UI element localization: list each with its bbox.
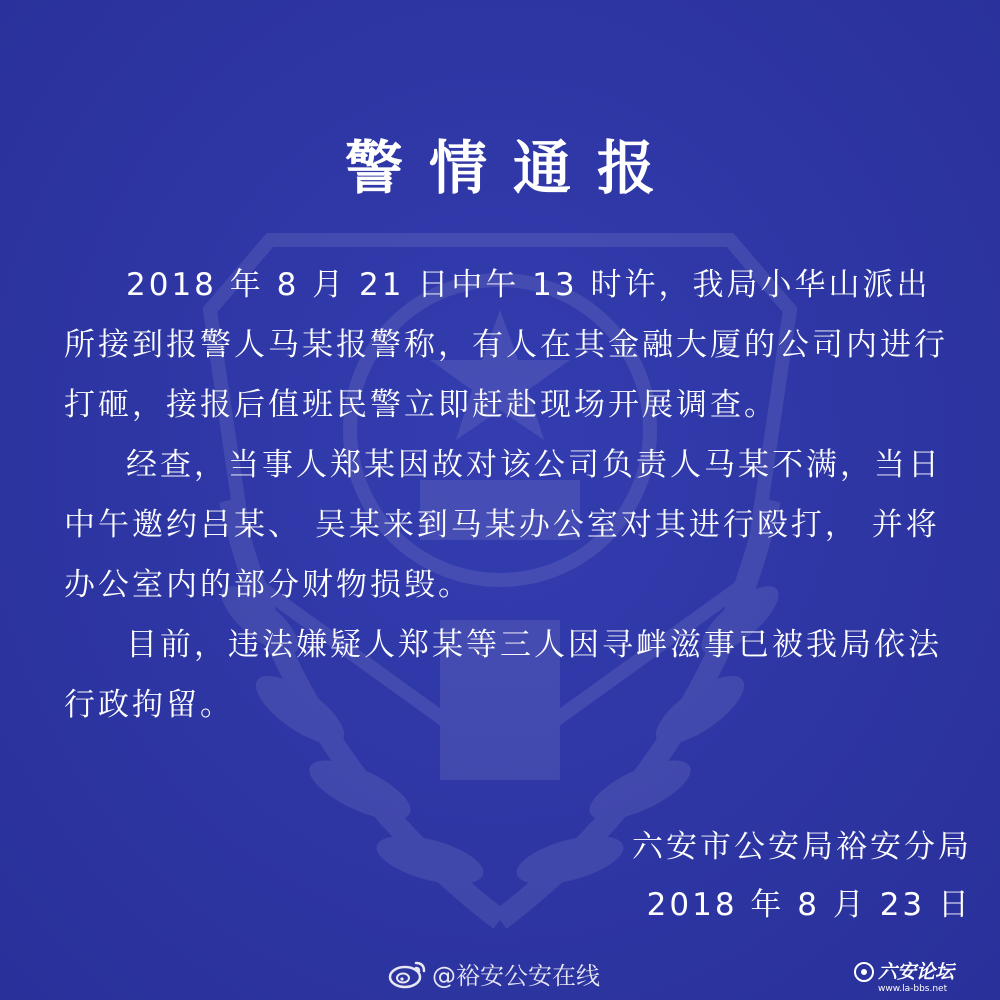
issuer-name: 六安市公安局裕安分局 [632,829,972,865]
notice-title: 警情通报 [344,134,681,202]
notice-paragraph: 目前，违法嫌疑人郑某等三人因寻衅滋事已被我局依法行政拘留。 [64,627,942,723]
weibo-icon [388,957,428,989]
signature-block [632,818,972,934]
weibo-handle: @裕安公安在线 [432,961,600,990]
issue-date: 2018 年 8 月 23 日 [646,887,972,923]
notice-paragraph: 经查，当事人郑某因故对该公司负责人马某不满，当日中午邀约吕某、 吴某来到马某办公室对其进行殴打， 并将办公室内的部分财物损毁。 [64,447,942,603]
notice-body [64,255,954,735]
forum-logo-text: 六安论坛 [878,961,955,983]
forum-url: www.la-bbs.net [878,984,948,994]
notice-paragraph: 2018 年 8 月 21 日中午 13 时许，我局小华山派出所接到报警人马某报警称，有人在其金融大厦的公司内进行打砸，接报后值班民警立即赶赴现场开展调查。 [64,267,948,423]
forum-logo-icon [852,954,992,994]
weibo-watermark [388,955,600,991]
